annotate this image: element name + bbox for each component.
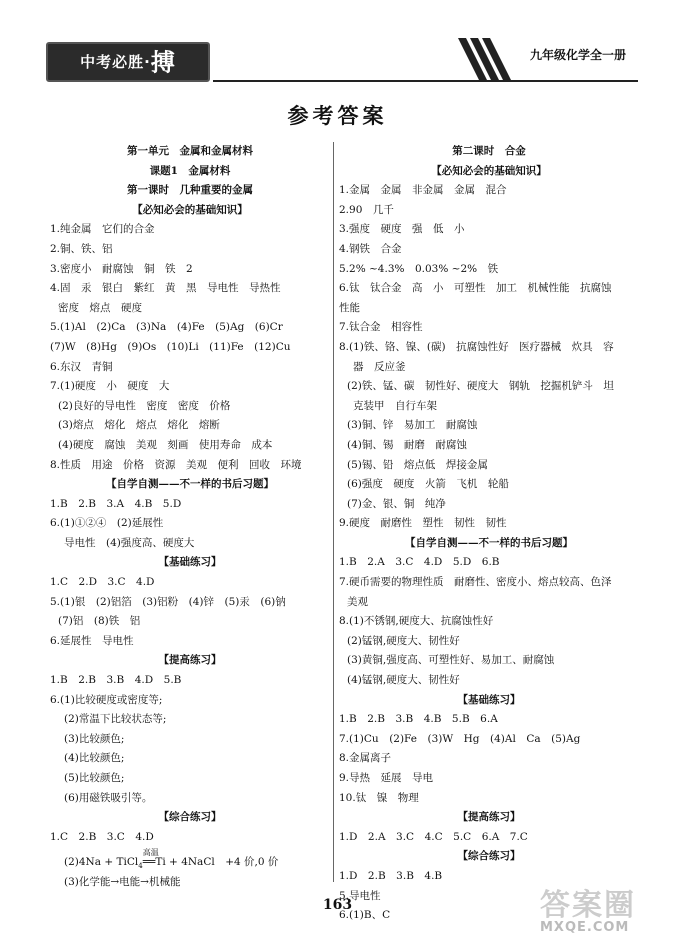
answer-line: 8.(1)不锈钢,硬度大、抗腐蚀性好 xyxy=(339,615,494,628)
section-heading: 【综合练习】 xyxy=(457,850,521,863)
answer-line: (4)铜、锡 耐磨 耐腐蚀 xyxy=(347,438,467,451)
answer-line: 1.B 2.B 3.B 4.D 5.B xyxy=(50,674,182,687)
section-heading: 【提高练习】 xyxy=(158,654,222,667)
page-header xyxy=(38,38,650,84)
brand-big-char: 搏 xyxy=(150,48,176,77)
answer-line: 1.纯金属 它们的合金 xyxy=(50,223,155,236)
right-column xyxy=(339,142,639,926)
section-heading: 【自学自测——不一样的书后习题】 xyxy=(405,536,573,549)
answer-line: (2)良好的导电性 密度 密度 价格 xyxy=(58,399,231,412)
formula-subscript: 4 xyxy=(138,862,143,871)
answer-line: 器 反应釜 xyxy=(353,360,406,373)
brand-logo xyxy=(46,42,210,82)
answer-line: 1.B 2.B 3.A 4.B 5.D xyxy=(50,497,182,510)
answer-line: 5.导电性 xyxy=(339,889,381,902)
answer-line: 美观 xyxy=(347,595,368,608)
answer-line: 1.B 2.A 3.C 4.D 5.D 6.B xyxy=(339,556,500,569)
watermark-line1: 答案圈 xyxy=(540,888,636,923)
answer-line: 性能 xyxy=(339,301,360,314)
answer-line: 8.性质 用途 价格 资源 美观 便利 回收 环境 xyxy=(50,458,302,471)
condition-label: 高温 xyxy=(142,848,159,858)
answer-line: 3.强度 硬度 强 低 小 xyxy=(339,223,465,236)
answer-line: 5.(1)Al (2)Ca (3)Na (4)Fe (5)Ag (6)Cr xyxy=(50,321,283,334)
equals-sign: ══ xyxy=(142,856,156,869)
answer-line: 1.金属 金属 非金属 金属 混合 xyxy=(339,184,507,197)
answer-line: (7)金、银、铜 纯净 xyxy=(347,497,446,510)
answer-line: 4.钢铁 合金 xyxy=(339,242,402,255)
watermark-line2: MXQE.COM xyxy=(540,920,630,935)
answer-line: 5.(1)银 (2)铝箔 (3)铝粉 (4)锌 (5)汞 (6)钠 xyxy=(50,595,286,608)
answer-line: 1.B 2.B 3.B 4.B 5.B 6.A xyxy=(339,713,498,726)
answer-line: 7.硬币需要的物理性质 耐磨性、密度小、熔点较高、色泽 xyxy=(339,576,612,589)
answer-line: 5.2% ~4.3% 0.03% ~2% 铁 xyxy=(339,262,499,275)
section-heading: 【提高练习】 xyxy=(457,811,521,824)
page-number: 163 xyxy=(322,897,353,913)
answer-line: 8.(1)铁、铬、镍、(碳) 抗腐蚀性好 医疗器械 炊具 容 xyxy=(339,340,614,353)
answer-line: (2)常温下比较状态等; xyxy=(64,713,167,726)
answer-line: 6.东汉 青铜 xyxy=(50,360,113,373)
header-stripes-decoration xyxy=(458,38,528,82)
answer-line: (3)铜、锌 易加工 耐腐蚀 xyxy=(347,419,478,432)
answer-line: 7.(1)硬度 小 硬度 大 xyxy=(50,380,170,393)
column-divider xyxy=(333,142,334,882)
watermark-stamp xyxy=(540,880,660,940)
section-heading: 【基础练习】 xyxy=(158,556,222,569)
answer-line: 4.固 汞 银白 紫红 黄 黑 导电性 导热性 xyxy=(50,282,281,295)
answer-line: 6.(1)比较硬度或密度等; xyxy=(50,693,163,706)
answer-line: 6.钛 钛合金 高 小 可塑性 加工 机械性能 抗腐蚀 xyxy=(339,282,612,295)
answer-line: 9.导热 延展 导电 xyxy=(339,772,434,784)
brand-text: 中考必胜 xyxy=(80,53,145,71)
answer-line: (5)锡、铅 熔点低 焊接金属 xyxy=(347,458,488,471)
answer-line: 2.铜、铁、铝 xyxy=(50,242,113,255)
answer-line: 6.延展性 导电性 xyxy=(50,634,134,647)
answer-line: (6)用磁铁吸引等。 xyxy=(64,791,153,804)
answer-line: (6)强度 硬度 火箭 飞机 轮船 xyxy=(347,478,509,491)
answer-line: 克装甲 自行车架 xyxy=(353,399,437,412)
answer-line: (7)W (8)Hg (9)Os (10)Li (11)Fe (12)Cu xyxy=(50,340,291,353)
section-heading: 第二课时 合金 xyxy=(452,145,526,157)
answer-line: (4)比较颜色; xyxy=(64,752,125,765)
answer-line: 1.D 2.B 3.B 4.B xyxy=(339,869,443,882)
answer-line: 7.(1)Cu (2)Fe (3)W Hg (4)Al Ca (5)Ag xyxy=(339,732,581,745)
answer-line: 9.硬度 耐磨性 塑性 韧性 韧性 xyxy=(339,517,507,530)
page-title: 参考答案 xyxy=(287,103,388,128)
section-heading: 【综合练习】 xyxy=(158,811,222,824)
section-heading: 【必知必会的基础知识】 xyxy=(132,203,248,216)
brand-dot: · xyxy=(144,53,151,71)
section-heading: 【必知必会的基础知识】 xyxy=(431,164,547,177)
formula-line xyxy=(50,847,330,873)
answer-line: (2)铁、锰、碳 韧性好、硬度大 钢轨 挖掘机铲斗 坦 xyxy=(347,380,614,393)
section-heading: 课题1 金属材料 xyxy=(149,164,231,177)
answer-line: (3)黄铜,强度高、可塑性好、易加工、耐腐蚀 xyxy=(347,654,555,667)
answer-line: 7.钛合金 相容性 xyxy=(339,321,423,334)
answer-line: 密度 熔点 硬度 xyxy=(58,301,142,314)
answer-line: 1.D 2.A 3.C 4.C 5.C 6.A 7.C xyxy=(339,830,528,843)
grade-label: 九年级化学全一册 xyxy=(530,48,627,62)
answer-line: (7)铝 (8)铁 铝 xyxy=(58,615,141,628)
answer-line: (4)锰钢,硬度大、韧性好 xyxy=(347,674,460,687)
reaction-condition xyxy=(142,847,159,877)
answer-line: 导电性 (4)强度高、硬度大 xyxy=(64,536,195,549)
answer-line: (2)锰钢,硬度大、韧性好 xyxy=(347,634,460,647)
answer-line: 3.密度小 耐腐蚀 铜 铁 2 xyxy=(50,262,193,275)
section-heading: 第一单元 金属和金属材料 xyxy=(127,145,253,157)
answer-line: (3)熔点 熔化 熔点 熔化 熔断 xyxy=(58,419,220,432)
section-heading: 【自学自测——不一样的书后习题】 xyxy=(106,478,274,491)
header-rule xyxy=(213,80,638,82)
formula-suffix: Ti + 4NaCl +4 价,0 价 xyxy=(155,856,279,869)
answer-line: 2.90 几千 xyxy=(339,203,394,216)
answer-line: 10.钛 镍 物理 xyxy=(339,791,419,804)
answer-line: 6.(1)①②④ (2)延展性 xyxy=(50,517,164,530)
section-heading: 【基础练习】 xyxy=(457,693,521,706)
answer-line: 1.C 2.B 3.C 4.D xyxy=(50,830,154,843)
answer-line: (5)比较颜色; xyxy=(64,772,125,784)
section-heading: 第一课时 几种重要的金属 xyxy=(127,184,253,197)
answer-line: (4)硬度 腐蚀 美观 刻画 使用寿命 成本 xyxy=(58,438,273,451)
answer-line: (3)比较颜色; xyxy=(64,732,125,745)
answer-line: 6.(1)B、C xyxy=(339,909,391,922)
answer-line: 8.金属离子 xyxy=(339,752,392,765)
formula-prefix: (2)4Na + TiCl xyxy=(64,856,139,869)
left-column xyxy=(50,142,330,893)
answer-line: 1.C 2.D 3.C 4.D xyxy=(50,576,155,589)
answer-line: (3)化学能→电能→机械能 xyxy=(64,876,181,889)
